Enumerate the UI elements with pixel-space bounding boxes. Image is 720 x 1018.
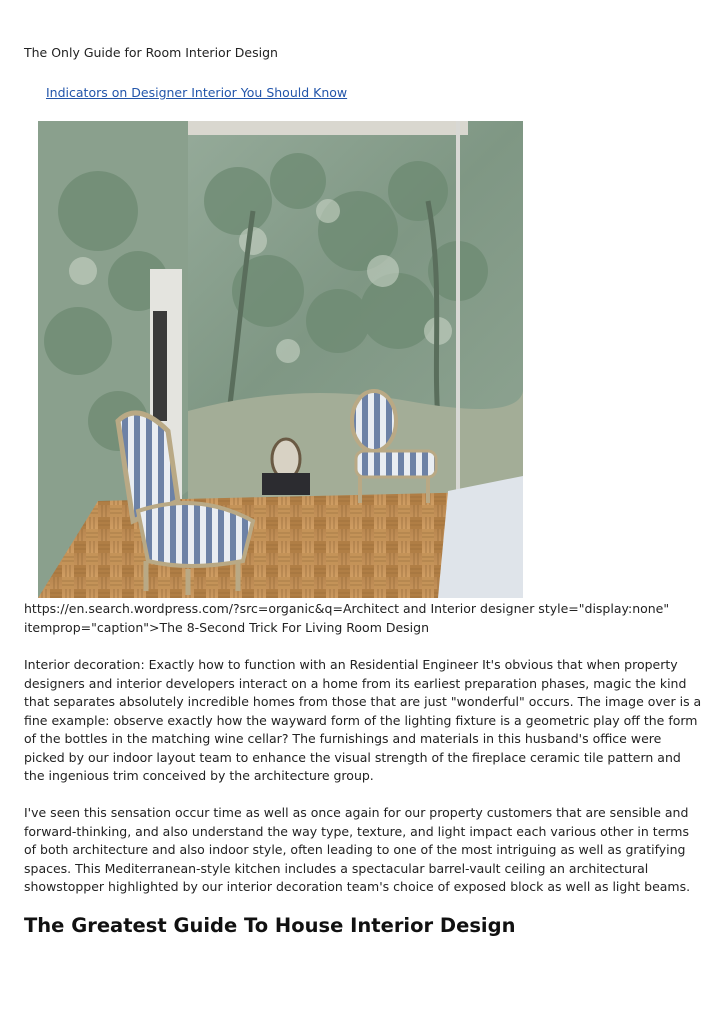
body-paragraph-2: I've seen this sensation occur time as well as once again for our property customers that are sensible and forward-thinking, and also understand the way type, texture, and light impact each various other in terms of both architecture and also indoor style, often leading to one of the most intriguing as well as gratifying spaces. This Mediterranean-style kitchen includes a spectacular barrel-vault ceiling an architectural showstopper highlighted by our interior decoration team's choice of exposed block as well as light beams. [24,805,691,894]
document-title: The Only Guide for Room Interior Design [24,45,278,60]
caption-line-2: itemprop="caption">The 8-Second Trick For Living Room Design [24,619,430,635]
article-link[interactable]: Indicators on Designer Interior You Should Know [46,85,348,100]
room-photo [38,121,523,598]
caption-line-1: https://en.search.wordpress.com/?src=organic&q=Architect and Interior designer style="display:none" [24,601,670,616]
section-heading: The Greatest Guide To House Interior Design [24,914,516,937]
image-caption [24,600,704,637]
body-paragraph-1: Interior decoration: Exactly how to function with an Residential Engineer It's obvious that when property designers and interior developers interact on a home from its earliest preparation phases, magic the kind that separates absolutely incredible homes from those that are just "wonderful" occurs. The image over is a fine example: observe exactly how the wayward form of the lighting fixture is a geometric play off the form of the bottles in the matching wine cellar? The furnishings and materials in this husband's office were picked by our indoor layout team to enhance the visual strength of the fireplace ceramic tile pattern and the ingenious trim conceived by the architecture group. [24,657,702,783]
